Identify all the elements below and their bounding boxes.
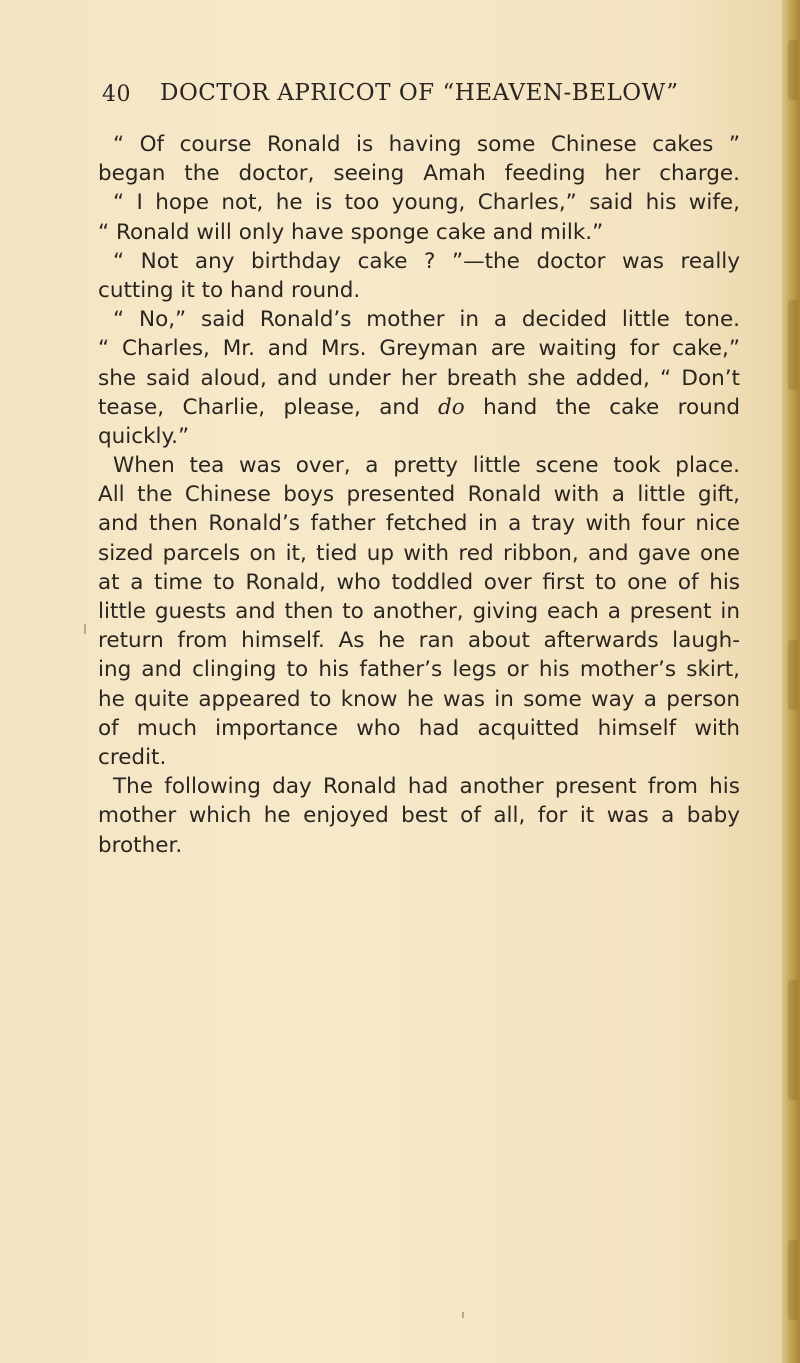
page-number: 40	[102, 82, 131, 107]
text-line: All the Chinese boys presented Ronald with a little gift,	[98, 482, 740, 508]
text-line: sized parcels on it, tied up with red ribbon, and gave one	[98, 540, 740, 566]
text-line: When tea was over, a pretty little scene took place.	[113, 453, 740, 479]
emphasis-word: do	[438, 394, 465, 420]
text-line: and then Ronald’s father fetched in a tray with four nice	[98, 511, 740, 537]
edge-stain	[788, 300, 798, 390]
text-line: she said aloud, and under her breath she added, “ Don’t	[98, 365, 740, 391]
text-line: quickly.”	[98, 423, 190, 449]
text-line: “ Of course Ronald is having some Chinese cakes ”	[113, 132, 740, 157]
paper-blemish	[462, 1312, 464, 1318]
edge-stain	[788, 980, 798, 1100]
text-line: brother.	[98, 832, 183, 858]
running-head: DOCTOR APRICOT OF “HEAVEN-BELOW”	[160, 80, 679, 106]
text-line: “ No,” said Ronald’s mother in a decided little tone.	[113, 307, 740, 333]
text-line: of much importance who had acquitted himself with	[98, 715, 740, 741]
page-header	[102, 80, 722, 120]
text-line: “ Not any birthday cake ? ”—the doctor was really	[113, 248, 740, 274]
text-line: ing and clinging to his father’s legs or his mother’s skirt,	[98, 657, 740, 683]
text-line: credit.	[98, 744, 167, 770]
page-edge	[782, 0, 800, 1363]
text-line: little guests and then to another, giving each a present in	[98, 599, 740, 624]
text-line: cutting it to hand round.	[98, 277, 361, 303]
text-segment: tease, Charlie, please, and	[98, 394, 420, 420]
text-line: return from himself. As he ran about afterwards laugh-	[98, 628, 740, 654]
edge-stain	[788, 40, 798, 100]
text-line: began the doctor, seeing Amah feeding her charge.	[98, 161, 740, 187]
edge-stain	[788, 640, 798, 710]
paper-blemish	[84, 624, 86, 634]
text-line: “ Ronald will only have sponge cake and milk.”	[98, 219, 604, 245]
text-line: he quite appeared to know he was in some way a person	[98, 686, 740, 712]
body-text	[98, 130, 740, 860]
edge-stain	[788, 1240, 798, 1320]
text-segment: hand the cake round	[483, 394, 740, 420]
text-line	[98, 393, 740, 422]
text-line: The following day Ronald had another present from his	[113, 774, 740, 800]
text-line: “ I hope not, he is too young, Charles,” said his wife,	[113, 190, 740, 216]
text-line: at a time to Ronald, who toddled over first to one of his	[98, 569, 740, 595]
text-line: mother which he enjoyed best of all, for it was a baby	[98, 803, 740, 829]
text-line: “ Charles, Mr. and Mrs. Greyman are waiting for cake,”	[98, 336, 740, 362]
